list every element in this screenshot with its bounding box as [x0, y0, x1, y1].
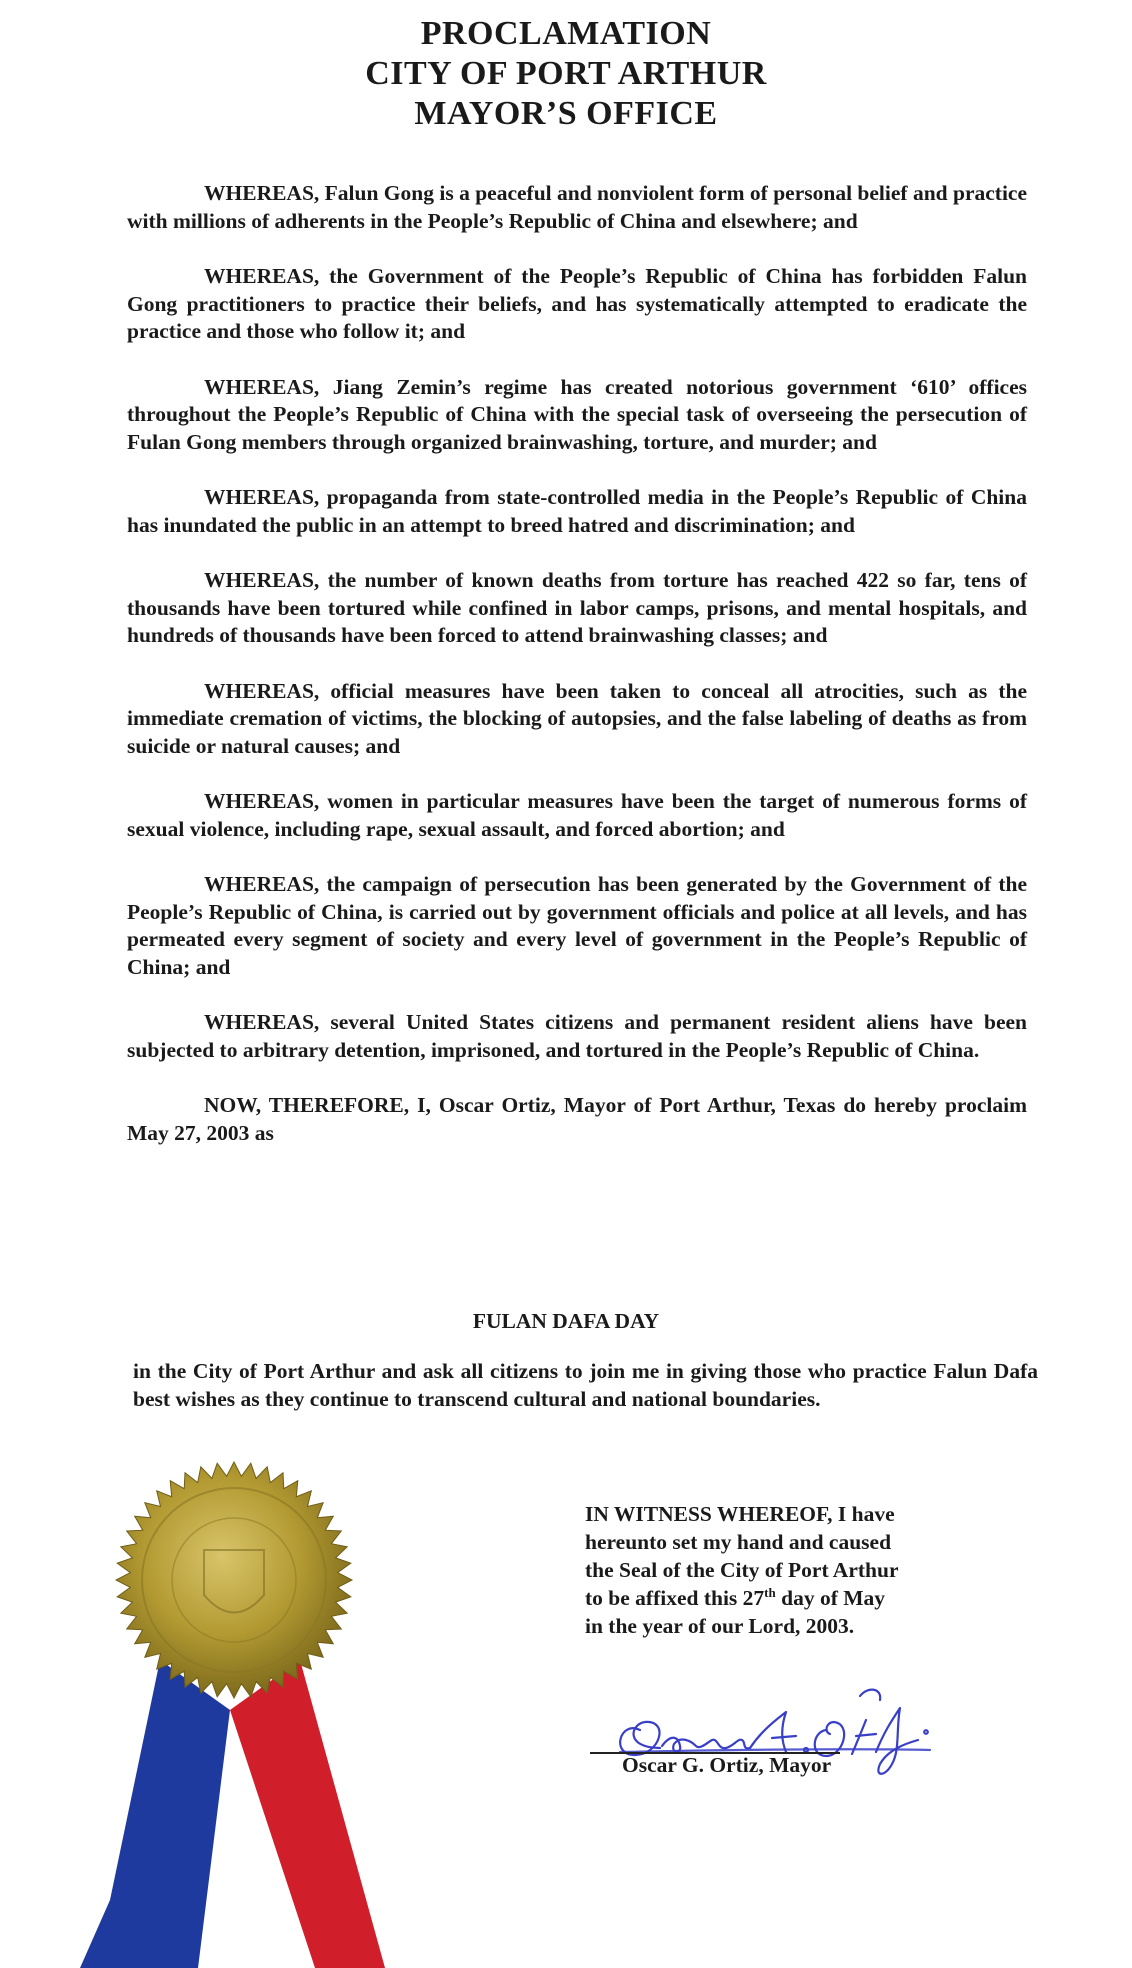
- witness-line: the Seal of the City of Port Arthur: [585, 1558, 899, 1582]
- witness-line: in the year of our Lord, 2003.: [585, 1614, 855, 1638]
- whereas-paragraph: WHEREAS, the number of known deaths from torture has reached 422 so far, tens of thousands have been tortured while confined in labor camps, prisons, and mental hospitals, and hundreds of thousands have been forced to attend brainwashing classes; and: [127, 568, 1027, 647]
- whereas-paragraph: WHEREAS, several United States citizens and permanent resident aliens have been subjected to arbitrary detention, imprisoned, and tortured in the People’s Republic of China.: [127, 1010, 1027, 1062]
- proclamation-body: [127, 180, 1027, 1147]
- whereas-paragraph: WHEREAS, Falun Gong is a peaceful and nonviolent form of personal belief and practice with millions of adherents in the People’s Republic of China and elsewhere; and: [127, 181, 1028, 233]
- witness-line: to be affixed this 27th day of May: [585, 1584, 886, 1610]
- whereas-paragraph: WHEREAS, the campaign of persecution has been generated by the Government of the People’s Republic of China, is carried out by government officials and police at all levels, and has permeated every segment of society and every level of government in the People’s Republic of China; and: [127, 872, 1027, 979]
- whereas-paragraph: WHEREAS, the Government of the People’s Republic of China has forbidden Falun Gong practitioners to practice their beliefs, and has systematically attempted to eradicate the practice and those who follow it; and: [127, 264, 1027, 343]
- witness-line: IN WITNESS WHEREOF, I have: [585, 1502, 895, 1526]
- seal-starburst: [116, 1462, 352, 1698]
- witness-block: [585, 1500, 965, 1640]
- city-seal: [80, 1430, 460, 1968]
- whereas-paragraph: WHEREAS, official measures have been taken to conceal all atrocities, such as the immediate cremation of victims, the blocking of autopsies, and the false labeling of deaths as from suicide or natural causes; and: [127, 678, 1027, 758]
- document-header: [0, 14, 1132, 134]
- proclaimed-day-title: FULAN DAFA DAY: [472, 1309, 660, 1333]
- whereas-paragraph: WHEREAS, Jiang Zemin’s regime has created notorious government ‘610’ offices throughout the People’s Republic of China with the special task of overseeing the persecution of Fulan Gong members through organized brainwashing, torture, and murder; and: [127, 374, 1027, 454]
- ordinal-suffix: th: [764, 1584, 776, 1600]
- closing-paragraph: in the City of Port Arthur and ask all citizens to join me in giving those who practice Falun Dafa best wishes as they continue to transcend cultural and national boundaries.: [133, 1359, 1038, 1411]
- whereas-paragraph: WHEREAS, women in particular measures have been the target of numerous forms of sexual violence, including rape, sexual assault, and forced abortion; and: [127, 789, 1027, 841]
- header-office: MAYOR’S OFFICE: [414, 95, 718, 132]
- signatory-name: Oscar G. Ortiz, Mayor: [622, 1753, 832, 1777]
- therefore-paragraph: NOW, THEREFORE, I, Oscar Ortiz, Mayor of Port Arthur, Texas do hereby proclaim May 27, 2003 as: [127, 1093, 1027, 1145]
- blue-ribbon: [80, 1660, 230, 1968]
- witness-line: hereunto set my hand and caused: [585, 1530, 892, 1554]
- header-city: CITY OF PORT ARTHUR: [365, 55, 767, 92]
- red-ribbon: [230, 1660, 385, 1968]
- header-title: PROCLAMATION: [420, 15, 712, 52]
- whereas-paragraph: WHEREAS, propaganda from state-controlled media in the People’s Republic of China has inundated the public in an attempt to breed hatred and discrimination; and: [127, 485, 1027, 537]
